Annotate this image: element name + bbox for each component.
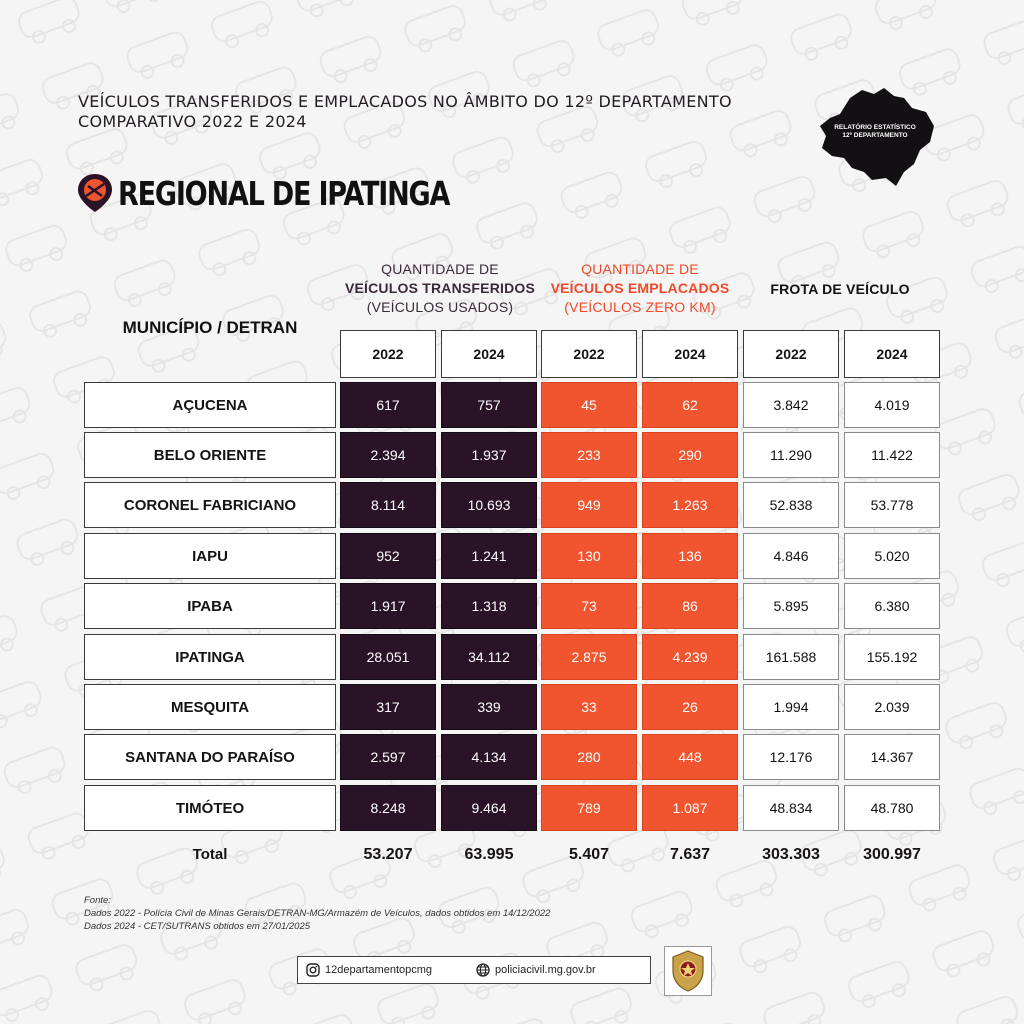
municipio-name: TIMÓTEO (84, 785, 336, 831)
year-header: 2022 (340, 330, 436, 378)
emplacados-2024: 4.239 (642, 634, 738, 680)
transferidos-2022: 2.394 (340, 432, 436, 478)
total-emplacados-2022: 5.407 (568, 846, 610, 863)
transferidos-2024: 1.318 (441, 583, 537, 629)
emplacados-2022: 2.875 (541, 634, 637, 680)
source-notes (84, 894, 550, 933)
frota-2024: 48.780 (844, 785, 940, 831)
transferidos-header-l1: QUANTIDADE DE (381, 261, 499, 277)
emplacados-2022: 280 (541, 734, 637, 780)
emplacados-2024: 1.087 (642, 785, 738, 831)
year-header: 2024 (642, 330, 738, 378)
instagram-handle: 12departamentopcmg (325, 964, 433, 976)
transferidos-2022: 1.917 (340, 583, 436, 629)
year-header: 2022 (541, 330, 637, 378)
emplacados-header-l3: (VEÍCULOS ZERO KM) (564, 299, 716, 315)
frota-2022: 12.176 (743, 734, 839, 780)
frota-2022: 11.290 (743, 432, 839, 478)
badge-line-2: 12º DEPARTAMENTO (842, 132, 908, 139)
frota-2024: 11.422 (844, 432, 940, 478)
frota-2024: 2.039 (844, 684, 940, 730)
emplacados-2022: 73 (541, 583, 637, 629)
year-header: 2024 (441, 330, 537, 378)
instagram-icon (306, 963, 320, 977)
emplacados-2022: 130 (541, 533, 637, 579)
municipio-name: MESQUITA (84, 684, 336, 730)
frota-2022: 3.842 (743, 382, 839, 428)
frota-2024: 155.192 (844, 634, 940, 680)
transferidos-2022: 617 (340, 382, 436, 428)
municipio-name: IPABA (84, 583, 336, 629)
frota-2024: 53.778 (844, 482, 940, 528)
globe-icon (476, 963, 490, 977)
municipio-name: CORONEL FABRICIANO (84, 482, 336, 528)
transferidos-2024: 9.464 (441, 785, 537, 831)
total-row (84, 846, 944, 870)
frota-2022: 161.588 (743, 634, 839, 680)
frota-2024: 5.020 (844, 533, 940, 579)
frota-2022: 4.846 (743, 533, 839, 579)
instagram-link[interactable] (306, 963, 432, 977)
total-transferidos-2022: 53.207 (363, 846, 413, 863)
transferidos-header (340, 260, 540, 317)
transferidos-2022: 952 (340, 533, 436, 579)
report-header (78, 92, 778, 132)
police-badge-icon (669, 949, 707, 993)
emplacados-2022: 33 (541, 684, 637, 730)
emplacados-2024: 448 (642, 734, 738, 780)
transferidos-2022: 8.248 (340, 785, 436, 831)
transferidos-2022: 2.597 (340, 734, 436, 780)
emplacados-header-l1: QUANTIDADE DE (581, 261, 699, 277)
frota-2022: 52.838 (743, 482, 839, 528)
transferidos-2022: 8.114 (340, 482, 436, 528)
year-header: 2024 (844, 330, 940, 378)
emplacados-2022: 45 (541, 382, 637, 428)
emplacados-2022: 789 (541, 785, 637, 831)
emplacados-2024: 290 (642, 432, 738, 478)
municipio-name: IAPU (84, 533, 336, 579)
transferidos-2024: 1.937 (441, 432, 537, 478)
transferidos-2022: 28.051 (340, 634, 436, 680)
source-label: Fonte: (84, 895, 111, 906)
website-url: policiacivil.mg.gov.br (495, 964, 596, 976)
total-frota-2024: 300.997 (863, 846, 921, 863)
transferidos-2024: 339 (441, 684, 537, 730)
header-subtitle: COMPARATIVO 2022 E 2024 (78, 112, 307, 131)
regional-title: REGIONAL DE IPATINGA (118, 173, 450, 213)
year-header: 2022 (743, 330, 839, 378)
emplacados-header (540, 260, 740, 317)
header-title: VEÍCULOS TRANSFERIDOS E EMPLACADOS NO ÂMBITO DO 12º DEPARTAMENTO (78, 92, 732, 111)
emplacados-header-l2: VEÍCULOS EMPLACADOS (550, 280, 730, 296)
emplacados-2022: 949 (541, 482, 637, 528)
emplacados-2024: 1.263 (642, 482, 738, 528)
municipio-header: MUNICÍPIO / DETRAN (122, 318, 298, 337)
emplacados-2024: 26 (642, 684, 738, 730)
frota-2022: 48.834 (743, 785, 839, 831)
department-map-badge (816, 86, 942, 190)
transferidos-2024: 4.134 (441, 734, 537, 780)
municipio-name: BELO ORIENTE (84, 432, 336, 478)
badge-line-1: RELATÓRIO ESTATÍSTICO (834, 124, 916, 131)
frota-2022: 5.895 (743, 583, 839, 629)
frota-2024: 4.019 (844, 382, 940, 428)
emplacados-2022: 233 (541, 432, 637, 478)
frota-2024: 6.380 (844, 583, 940, 629)
transferidos-2024: 10.693 (441, 482, 537, 528)
map-pin-icon (76, 172, 114, 214)
frota-header: FROTA DE VEÍCULO (770, 281, 910, 297)
source-2022: Dados 2022 - Polícia Civil de Minas Gerais/DETRAN-MG/Armazém de Veículos, dados obtidos em 14/12/2022 (84, 908, 551, 919)
source-2024: Dados 2024 - CET/SUTRANS obtidos em 27/01/2025 (84, 921, 311, 932)
transferidos-2024: 1.241 (441, 533, 537, 579)
website-link[interactable] (476, 963, 596, 977)
municipio-name: IPATINGA (84, 634, 336, 680)
transferidos-2022: 317 (340, 684, 436, 730)
total-label: Total (192, 846, 228, 863)
transferidos-header-l3: (VEÍCULOS USADOS) (366, 299, 514, 315)
regional-heading (76, 172, 522, 214)
emplacados-2024: 86 (642, 583, 738, 629)
frota-2022: 1.994 (743, 684, 839, 730)
transferidos-2024: 34.112 (441, 634, 537, 680)
transferidos-2024: 757 (441, 382, 537, 428)
policia-civil-badge (664, 946, 712, 996)
municipio-name: SANTANA DO PARAÍSO (84, 734, 336, 780)
emplacados-2024: 62 (642, 382, 738, 428)
total-emplacados-2024: 7.637 (669, 846, 711, 863)
footer-contacts (297, 956, 651, 984)
municipio-name: AÇUCENA (84, 382, 336, 428)
transferidos-header-l2: VEÍCULOS TRANSFERIDOS (344, 280, 536, 296)
total-transferidos-2024: 63.995 (464, 846, 514, 863)
emplacados-2024: 136 (642, 533, 738, 579)
frota-2024: 14.367 (844, 734, 940, 780)
total-frota-2022: 303.303 (762, 846, 820, 863)
